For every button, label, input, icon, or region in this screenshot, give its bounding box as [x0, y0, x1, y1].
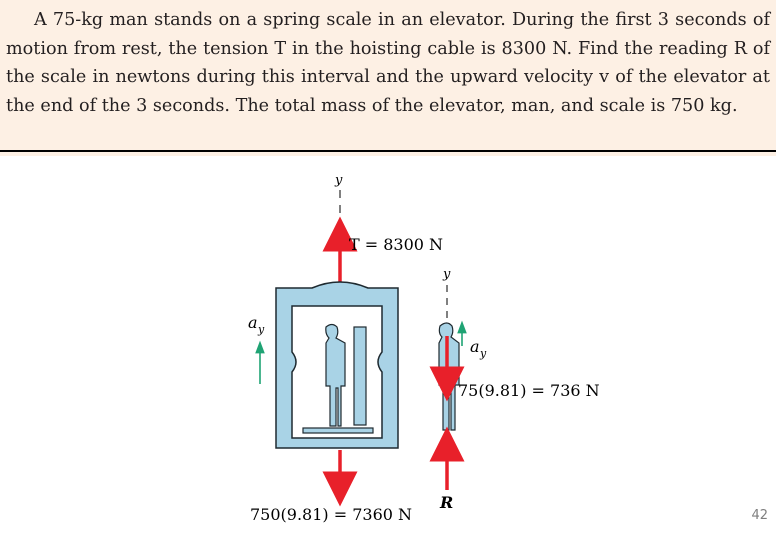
man-y-axis: [442, 267, 451, 318]
svg-text:y: y: [258, 323, 265, 336]
problem-text: A 75-kg man stands on a spring scale in an elevator. During the first 3 seconds of motion from rest, the tension T in the hoisting cable is 8300 N. Find the reading R of the scale in newtons during this interval and the upward velocity v of the elevator at the end of the 3 seconds. The total mass of the elevator, man, and scale is 750 kg.: [6, 10, 770, 116]
scale-reaction-label: R: [440, 493, 454, 512]
svg-text:y: y: [443, 267, 451, 282]
elevator-y-label: y: [335, 173, 343, 188]
elevator-man-silhouette: [326, 325, 345, 427]
svg-text:a: a: [248, 313, 258, 332]
svg-text:y: y: [480, 347, 487, 360]
man-weight-label: 75(9.81) = 736 N: [458, 381, 600, 400]
man-fbd-silhouette: [439, 323, 459, 430]
man-acceleration: [462, 327, 487, 360]
elevator-cab: [276, 282, 398, 448]
svg-text:a: a: [470, 337, 480, 356]
elevator-weight-label: 750(9.81) = 7360 N: [250, 505, 413, 524]
tension-label: T = 8300 N: [349, 235, 444, 254]
elevator-y-axis: [334, 173, 343, 226]
elevator-scale: [354, 327, 366, 425]
elevator-acceleration: [248, 313, 265, 384]
page-number: 42: [751, 508, 768, 523]
